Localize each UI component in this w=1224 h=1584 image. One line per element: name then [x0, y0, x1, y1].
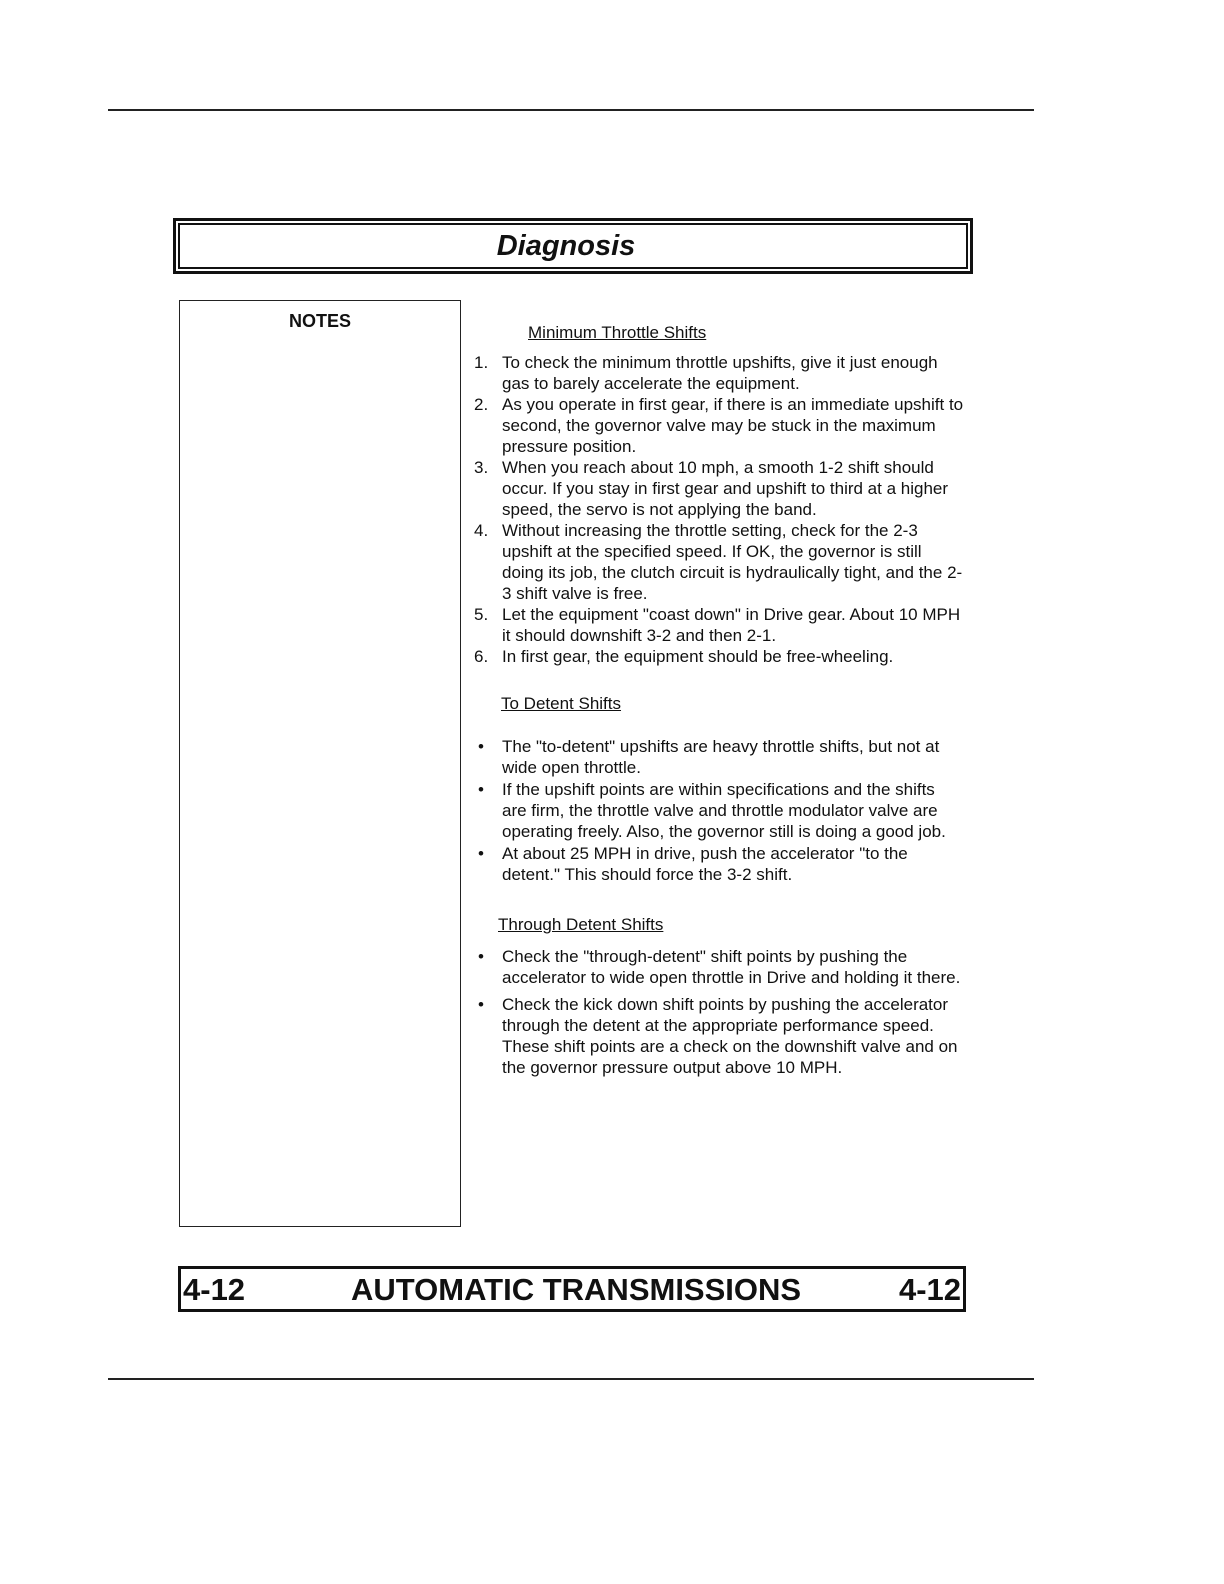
page-title: Diagnosis [496, 229, 636, 262]
minimum-list [474, 352, 964, 667]
chapter-title: AUTOMATIC TRANSMISSIONS [351, 1272, 802, 1307]
list-item [474, 604, 964, 646]
item-number: 4. [474, 521, 489, 540]
list-item [474, 457, 964, 520]
item-text: Check the kick down shift points by pushing the accelerator through the detent at the appropriate performance speed. These shift points are a check on the downshift valve and on the governor pressure output above 10 MPH. [502, 995, 958, 1077]
item-text: At about 25 MPH in drive, push the accelerator "to the detent." This should force the 3-2 shift. [502, 844, 908, 884]
page-number-left: 4-12 [183, 1272, 246, 1307]
list-item [474, 520, 964, 604]
item-text: The "to-detent" upshifts are heavy throttle shifts, but not at wide open throttle. [502, 737, 940, 777]
item-text: If the upshift points are within specifications and the shifts are firm, the throttle valve and throttle modulator valve are operating freely. Also, the governor still is doing a good job. [502, 780, 946, 841]
through-list [474, 946, 964, 1078]
bullet-icon: • [478, 844, 484, 863]
item-number: 1. [474, 353, 489, 372]
detent-list [474, 736, 964, 885]
bullet-icon: • [478, 947, 484, 966]
list-item [474, 946, 964, 988]
item-text: When you reach about 10 mph, a smooth 1-2 shift should occur. If you stay in first gear and upshift to third at a higher speed, the servo is not applying the band. [502, 458, 949, 519]
item-number: 2. [474, 395, 489, 414]
bottom-rule [108, 1378, 1034, 1380]
item-text: In first gear, the equipment should be free-wheeling. [502, 647, 894, 666]
item-text: As you operate in first gear, if there is an immediate upshift to second, the governor valve may be stuck in the maximum pressure position. [502, 395, 964, 456]
top-rule [108, 109, 1034, 111]
notes-label: NOTES [288, 311, 351, 331]
section-title-minimum: Minimum Throttle Shifts [528, 323, 707, 342]
section-title-through: Through Detent Shifts [498, 915, 664, 934]
list-item [474, 352, 964, 394]
main-content [474, 322, 964, 1078]
page-footer [178, 1266, 966, 1312]
page-number-right: 4-12 [898, 1272, 961, 1307]
list-item [474, 779, 964, 842]
item-text: To check the minimum throttle upshifts, give it just enough gas to barely accelerate the equipment. [502, 353, 938, 393]
item-number: 5. [474, 605, 489, 624]
bullet-icon: • [478, 995, 484, 1014]
list-item [474, 736, 964, 778]
title-banner-inner [178, 223, 968, 269]
section-title-detent: To Detent Shifts [501, 694, 622, 713]
list-item [474, 394, 964, 457]
bullet-icon: • [478, 737, 484, 756]
item-text: Let the equipment "coast down" in Drive gear. About 10 MPH it should downshift 3-2 and then 2-1. [502, 605, 961, 645]
list-item [474, 646, 964, 667]
list-item [474, 994, 964, 1078]
title-banner [173, 218, 973, 274]
item-text: Without increasing the throttle setting, check for the 2-3 upshift at the specified speed. If OK, the governor is still doing its job, the clutch circuit is hydraulically tight, and the 2-3 shift valve is free. [502, 521, 963, 603]
item-number: 3. [474, 458, 489, 477]
bullet-icon: • [478, 780, 484, 799]
notes-panel [179, 300, 461, 1227]
list-item [474, 843, 964, 885]
item-number: 6. [474, 647, 489, 666]
item-text: Check the "through-detent" shift points by pushing the accelerator to wide open throttle in Drive and holding it there. [502, 947, 961, 987]
